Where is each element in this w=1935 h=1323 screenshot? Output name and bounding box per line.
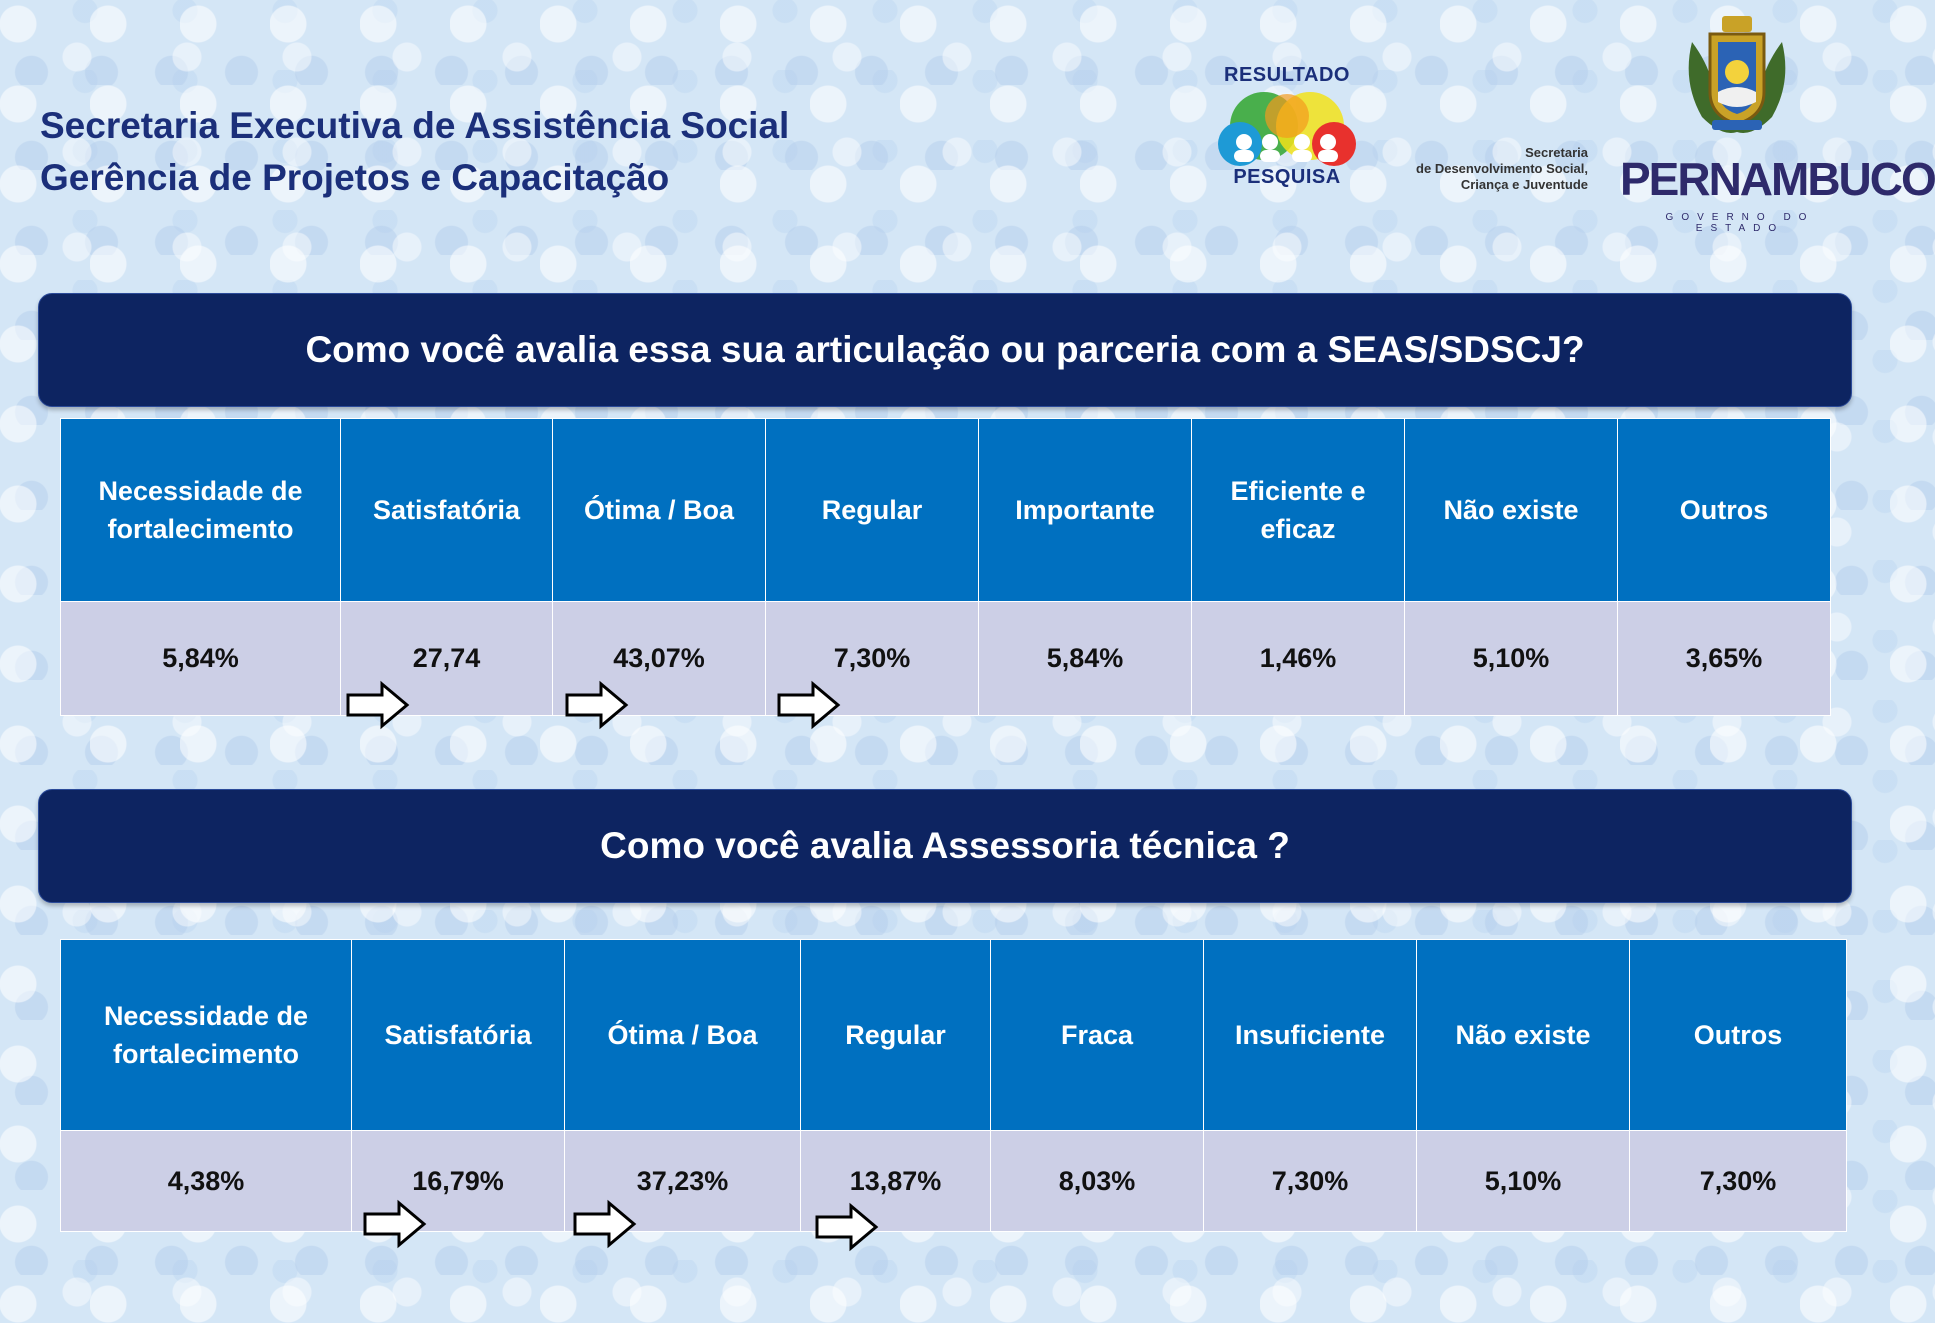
table-row bbox=[61, 602, 1831, 716]
question-2-title: Como você avalia Assessoria técnica ? bbox=[600, 825, 1290, 866]
secretaria-line-3: Criança e Juventude bbox=[1460, 177, 1588, 192]
table-header-cell: Regular bbox=[801, 940, 991, 1131]
governo-subtitle: GOVERNO DO ESTADO bbox=[1665, 212, 1815, 234]
arrow-right-icon bbox=[363, 1200, 427, 1248]
header-line-1: Secretaria Executiva de Assistência Social bbox=[40, 105, 790, 146]
page-header bbox=[40, 100, 789, 204]
table-value-cell: 4,38% bbox=[61, 1131, 352, 1232]
resultado-pesquisa-logo bbox=[1212, 62, 1362, 192]
secretaria-logo-text bbox=[1380, 145, 1588, 193]
arrow-right-icon bbox=[573, 1200, 637, 1248]
table-header-cell: Importante bbox=[979, 419, 1192, 602]
table-value-cell: 7,30% bbox=[766, 602, 979, 716]
table-value-cell: 27,74 bbox=[341, 602, 553, 716]
table-value-cell: 5,84% bbox=[61, 602, 341, 716]
table-header-cell: Insuficiente bbox=[1204, 940, 1417, 1131]
table-value-cell: 5,84% bbox=[979, 602, 1192, 716]
table-header-cell: Satisfatória bbox=[341, 419, 553, 602]
arrow-right-icon bbox=[815, 1203, 879, 1251]
pernambuco-logo bbox=[1620, 12, 1935, 234]
table-value-cell: 3,65% bbox=[1618, 602, 1831, 716]
table-header-cell: Regular bbox=[766, 419, 979, 602]
table-value-cell: 7,30% bbox=[1204, 1131, 1417, 1232]
question-2-table bbox=[60, 939, 1847, 1232]
table-value-cell: 5,10% bbox=[1417, 1131, 1630, 1232]
header-line-2: Gerência de Projetos e Capacitação bbox=[40, 157, 670, 198]
table-header-cell: Outros bbox=[1618, 419, 1831, 602]
table-value-cell: 1,46% bbox=[1192, 602, 1405, 716]
table-header-cell: Não existe bbox=[1405, 419, 1618, 602]
table-value-cell: 5,10% bbox=[1405, 602, 1618, 716]
arrow-right-icon bbox=[777, 681, 841, 729]
table-header-cell: Satisfatória bbox=[352, 940, 565, 1131]
logo-pesquisa-label: PESQUISA bbox=[1233, 166, 1341, 188]
table-value-cell: 13,87% bbox=[801, 1131, 991, 1232]
arrow-right-icon bbox=[565, 681, 629, 729]
question-1-title: Como você avalia essa sua articulação ou parceria com a SEAS/SDSCJ? bbox=[305, 329, 1585, 370]
secretaria-line-2: de Desenvolvimento Social, bbox=[1416, 161, 1588, 176]
table-header-row bbox=[61, 940, 1847, 1131]
people-rainbow-icon bbox=[1216, 86, 1358, 168]
table-header-cell: Eficiente e eficaz bbox=[1192, 419, 1405, 602]
table-header-cell: Não existe bbox=[1417, 940, 1630, 1131]
table-value-cell: 7,30% bbox=[1630, 1131, 1847, 1232]
table-header-cell: Necessidade de fortalecimento bbox=[61, 419, 341, 602]
table-header-cell: Outros bbox=[1630, 940, 1847, 1131]
secretaria-line-1: Secretaria bbox=[1525, 145, 1588, 160]
pernambuco-name: PERNAMBUCO bbox=[1620, 153, 1935, 205]
table-value-cell: 43,07% bbox=[553, 602, 766, 716]
table-header-row bbox=[61, 419, 1831, 602]
coat-of-arms-icon bbox=[1682, 12, 1792, 140]
table-header-cell: Fraca bbox=[991, 940, 1204, 1131]
table-header-cell: Necessidade de fortalecimento bbox=[61, 940, 352, 1131]
question-2-banner bbox=[38, 789, 1852, 903]
table-value-cell: 8,03% bbox=[991, 1131, 1204, 1232]
question-1-banner bbox=[38, 293, 1852, 407]
question-1-table bbox=[60, 418, 1831, 716]
table-value-cell: 37,23% bbox=[565, 1131, 801, 1232]
table-header-cell: Ótima / Boa bbox=[553, 419, 766, 602]
logo-resultado-label: RESULTADO bbox=[1224, 64, 1350, 86]
arrow-right-icon bbox=[346, 681, 410, 729]
table-header-cell: Ótima / Boa bbox=[565, 940, 801, 1131]
table-value-cell: 16,79% bbox=[352, 1131, 565, 1232]
table-row bbox=[61, 1131, 1847, 1232]
